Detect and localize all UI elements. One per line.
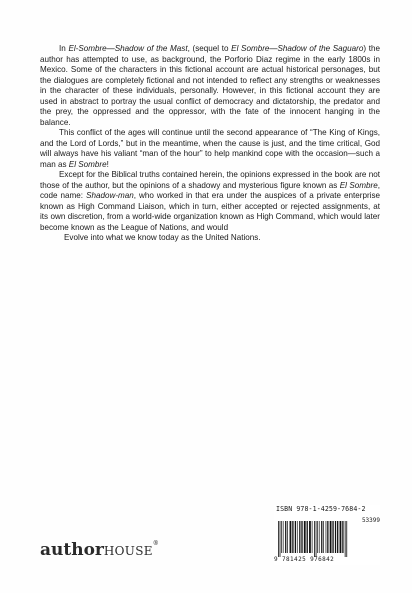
publisher-logo: authorHOUSE® bbox=[40, 540, 159, 560]
barcode-bar bbox=[278, 521, 279, 557]
barcode-bar bbox=[319, 521, 320, 553]
barcode-bar bbox=[332, 521, 333, 553]
barcode-bar bbox=[321, 521, 322, 553]
barcode-bar bbox=[283, 521, 284, 553]
barcode-bar bbox=[337, 521, 338, 553]
barcode-bar bbox=[316, 521, 317, 557]
barcode-bar bbox=[280, 521, 281, 557]
barcode-bar bbox=[345, 521, 346, 557]
barcode-bar bbox=[340, 521, 342, 553]
paragraph-1: In El-Sombre—Shadow of the Mast, (sequel to El Sombre—Shadow of the Saguaro) the author has attempted to use, as background, the Porforio Diaz regime in the early 1800s in Mexico. Some of the characters in this fictional account are actual historical personages, but the dialogues are completely fictional and not intended to reflect any strengths or weaknesses in the character of these individuals, personally. However, in this fictional account they are used in abstract to portray the usual conflict of democracy and dictatorship, the predator and the prey, the oppressed and the oppressor, with the fate of the innocent hanging in the balance. bbox=[40, 44, 380, 127]
price-code: 53399 bbox=[361, 517, 380, 524]
synopsis-text bbox=[40, 44, 380, 244]
barcode-bar bbox=[285, 521, 286, 553]
barcode-bar bbox=[312, 521, 313, 553]
barcode-digits: 9 781425 976842 bbox=[274, 556, 335, 563]
barcode-bar bbox=[327, 521, 328, 553]
barcode-bar bbox=[297, 521, 298, 553]
paragraph-2: This conflict of the ages will continue until the second appearance of “The King of Kings, and the Lord of Lords,” but in the meantime, when the cause is just, and the time critical, God will always have his valiant “man of the hour” to help mankind cope with the occasion—such a man as El Sombre! bbox=[40, 128, 380, 169]
barcode-bar bbox=[326, 521, 327, 553]
barcode-bar bbox=[309, 521, 311, 553]
paragraph-4: Evolve into what we know today as the United Nations. bbox=[64, 233, 261, 242]
barcode-bar bbox=[342, 521, 343, 553]
barcode-bar bbox=[301, 521, 302, 553]
barcode-bar bbox=[287, 521, 288, 553]
barcode-bar bbox=[299, 521, 300, 553]
isbn-barcode bbox=[274, 505, 380, 565]
barcode-bar bbox=[317, 521, 318, 553]
paragraph-3: Except for the Biblical truths contained herein, the opinions expressed in the book are not those of the author, but the opinions of a shadowy and mysterious figure known as El Sombre, code name: Shadow-man, who worked in that era under the auspices of a private enterprise known as High Command Liaison, which in turn, either accepted or rejected assignments, at its own discretion, from a world-wide organization known as High Command, which would later become known as the League of Nations, and would bbox=[40, 170, 381, 232]
barcode-bar bbox=[295, 521, 296, 553]
barcode-bar bbox=[307, 521, 308, 553]
barcode-bar bbox=[346, 521, 347, 557]
barcode-bar bbox=[335, 521, 336, 553]
barcode-bar bbox=[330, 521, 332, 553]
barcode-bar bbox=[323, 521, 324, 553]
barcode-bars bbox=[274, 513, 380, 557]
barcode-bar bbox=[281, 521, 282, 553]
isbn-text: ISBN 978-1-4259-7684-2 bbox=[276, 505, 366, 513]
barcode-bar bbox=[292, 521, 293, 553]
barcode-bar bbox=[290, 521, 292, 553]
barcode-bar bbox=[314, 521, 315, 557]
barcode-bar bbox=[304, 521, 306, 553]
